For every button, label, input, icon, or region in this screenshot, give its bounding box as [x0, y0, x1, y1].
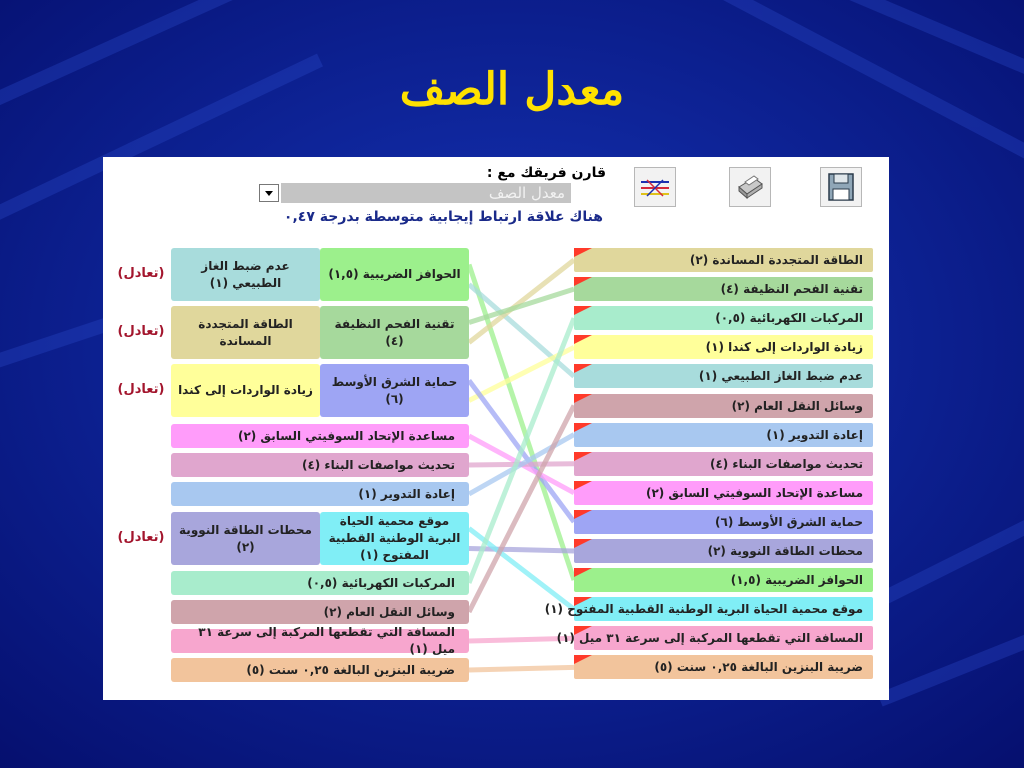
right-item [574, 306, 873, 330]
right-item-label: وسائل النقل العام (٢) [731, 398, 863, 413]
right-item [544, 597, 873, 621]
left-item: تحديث مواصفات البناء (٤) [171, 453, 469, 477]
link-line [469, 265, 574, 581]
flag-icon [574, 481, 592, 490]
flag-icon [574, 539, 592, 548]
right-item-label: محطات الطاقة النووية (٢) [707, 544, 863, 558]
left-item: حماية الشرق الأوسط (٦) [320, 364, 469, 417]
flag-icon [574, 248, 592, 257]
right-item-label: مساعدة الإتحاد السوفيتي السابق (٢) [645, 485, 863, 500]
right-item [574, 423, 873, 447]
compare-select[interactable] [259, 183, 571, 203]
left-item: المركبات الكهربائية (٠,٥) [171, 571, 469, 595]
flag-icon [574, 394, 592, 403]
save-icon[interactable] [820, 167, 862, 207]
right-item [574, 510, 873, 534]
print-icon[interactable] [729, 167, 771, 207]
right-item [574, 568, 873, 592]
link-line [469, 406, 574, 613]
tie-label: (تعادل) [117, 265, 165, 281]
left-item: موقع محمية الحياة البرية الوطنية القطبية المفتوح (١) [320, 512, 469, 565]
right-item-label: الطاقة المتجددة المساندة (٢) [689, 253, 863, 267]
right-item-label: ضريبة البنزين البالغة ٠,٢٥ سنت (٥) [654, 660, 863, 675]
left-item: الطاقة المتجددة المساندة [171, 306, 320, 359]
right-item [574, 335, 873, 359]
left-item: ضريبة البنزين البالغة ٠,٢٥ سنت (٥) [171, 658, 469, 682]
flag-icon [574, 335, 592, 344]
right-item [574, 481, 873, 505]
left-item: محطات الطاقة النووية (٢) [171, 512, 320, 565]
flag-icon [574, 510, 592, 519]
right-item-label: الحوافز الضريبية (١,٥) [730, 573, 863, 588]
right-item [574, 277, 873, 301]
flag-icon [574, 423, 592, 432]
flag-icon [574, 364, 592, 373]
right-item-label: المسافة التي تقطعها المركبة إلى سرعة ٣١ ميل (١) [556, 631, 863, 646]
correlation-text: هناك علاقة ارتباط إيجابية متوسطة بدرجة ٠,٤٧ [283, 209, 603, 225]
flag-icon [574, 655, 592, 664]
right-item-label: عدم ضبط الغاز الطبيعي (١) [698, 369, 863, 384]
flag-icon [574, 277, 592, 286]
flag-icon [574, 452, 592, 461]
left-item: إعادة التدوير (١) [171, 482, 469, 506]
tie-label: (تعادل) [117, 381, 165, 397]
right-item-label: موقع محمية الحياة البرية الوطنية القطبية المفتوح (١) [544, 602, 863, 617]
tie-label: (تعادل) [117, 529, 165, 545]
left-item: عدم ضبط الغاز الطبيعي (١) [171, 248, 320, 301]
right-item-label: إعادة التدوير (١) [766, 427, 863, 442]
right-item [574, 248, 873, 272]
chevron-down-icon[interactable] [259, 184, 279, 202]
link-line [469, 318, 574, 583]
right-item [574, 394, 873, 418]
left-item: وسائل النقل العام (٢) [171, 600, 469, 624]
right-item [574, 452, 873, 476]
right-item [574, 539, 873, 563]
flag-icon [574, 597, 592, 606]
flag-icon [574, 626, 592, 635]
right-item-label: تقنية الفحم النظيفة (٤) [720, 282, 863, 297]
left-item: مساعدة الإتحاد السوفيتي السابق (٢) [171, 424, 469, 448]
compare-select-value: معدل الصف [281, 183, 571, 203]
flag-icon [574, 568, 592, 577]
compare-icon[interactable] [634, 167, 676, 207]
link-line [469, 667, 574, 670]
right-item-label: تحديث مواصفات البناء (٤) [709, 456, 863, 471]
right-item-label: حماية الشرق الأوسط (٦) [715, 514, 863, 529]
left-item: المسافة التي تقطعها المركبة إلى سرعة ٣١ ميل (١) [171, 629, 469, 653]
compare-label: قارن فريقك مع : [486, 165, 606, 181]
right-item-label: المركبات الكهربائية (٠,٥) [715, 311, 863, 326]
main-panel [103, 157, 889, 700]
page-title: معدل الصف [399, 64, 625, 115]
right-item [574, 364, 873, 388]
left-item: تقنية الفحم النظيفة (٤) [320, 306, 469, 359]
right-item [574, 655, 873, 679]
right-item [556, 626, 873, 650]
tie-label: (تعادل) [117, 323, 165, 339]
flag-icon [574, 306, 592, 315]
right-item-label: زيادة الواردات إلى كندا (١) [705, 340, 863, 355]
left-item: زيادة الواردات إلى كندا [171, 364, 320, 417]
left-item: الحوافز الضريبية (١,٥) [320, 248, 469, 301]
